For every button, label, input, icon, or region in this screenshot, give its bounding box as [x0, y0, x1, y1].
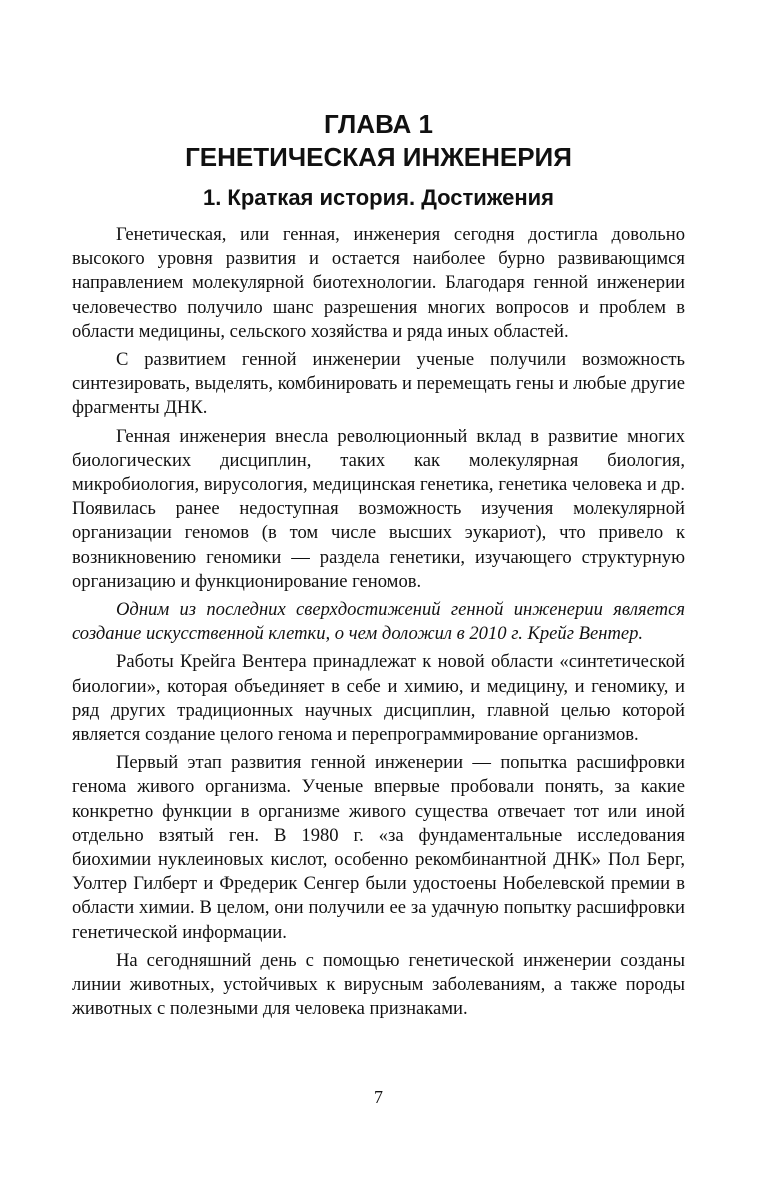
- paragraph: Первый этап развития генной инженерии — попытка расшифровки генома живого организма. Ученые впервые пробовали понять, за какие конкретно функции в организме живого существа отвечает тот или иной отдельно взятый ген. В 1980 г. «за фундаментальные исследования биохимии нуклеиновых кислот, особенно рекомбинантной ДНК» Пол Берг, Уолтер Гилберт и Фредерик Сенгер были удостоены Нобелевской премии в области химии. В целом, они получили ее за удачную попытку расшифровки генетической информации.: [72, 752, 685, 943]
- body-text: [72, 223, 685, 1026]
- chapter-number: ГЛАВА 1: [323, 109, 434, 139]
- paragraph: С развитием генной инженерии ученые получили возможность синтезировать, выделять, комбинировать и перемещать гены и любые другие фрагменты ДНК.: [72, 349, 685, 419]
- page-number: 7: [374, 1087, 383, 1107]
- paragraph: На сегодняшний день с помощью генетической инженерии созданы линии животных, устойчивых к вирусным заболеваниям, а также породы животных с полезными для человека признаками.: [72, 949, 685, 1020]
- section-title: 1. Краткая история. Достижения: [202, 185, 555, 210]
- paragraph-italic: Одним из последних сверхдостижений генной инженерии является создание искусственной клетки, о чем доложил в 2010 г. Крейг Вентер.: [72, 599, 685, 645]
- chapter-title: ГЕНЕТИЧЕСКАЯ ИНЖЕНЕРИЯ: [185, 142, 572, 172]
- paragraph: Работы Крейга Вентера принадлежат к новой области «синтетической биологии», которая объединяет в себе и химию, и медицину, и геномику, и ряд других традиционных научных дисциплин, главной целью которой является создание целого генома и перепрограммирование организмов.: [72, 651, 685, 746]
- paragraph: Генетическая, или генная, инженерия сегодня достигла довольно высокого уровня развития и остается наиболее бурно развивающимся направлением молекулярной биотехнологии. Благодаря генной инженерии человечество получило шанс разрешения многих вопросов и проблем в области медицины, сельского хозяйства и ряда иных областей.: [72, 224, 685, 342]
- paragraph: Генная инженерия внесла революционный вклад в развитие многих биологических дисциплин, таких как молекулярная биология, микробиология, вирусология, медицинская генетика, генетика человека и др. Появилась ранее недоступная возможность изучения молекулярной организации геномов (в том числе высших эукариот), что привело к возникновению геномики — раздела генетики, изучающего структурную организацию и функционирование геномов.: [72, 425, 685, 592]
